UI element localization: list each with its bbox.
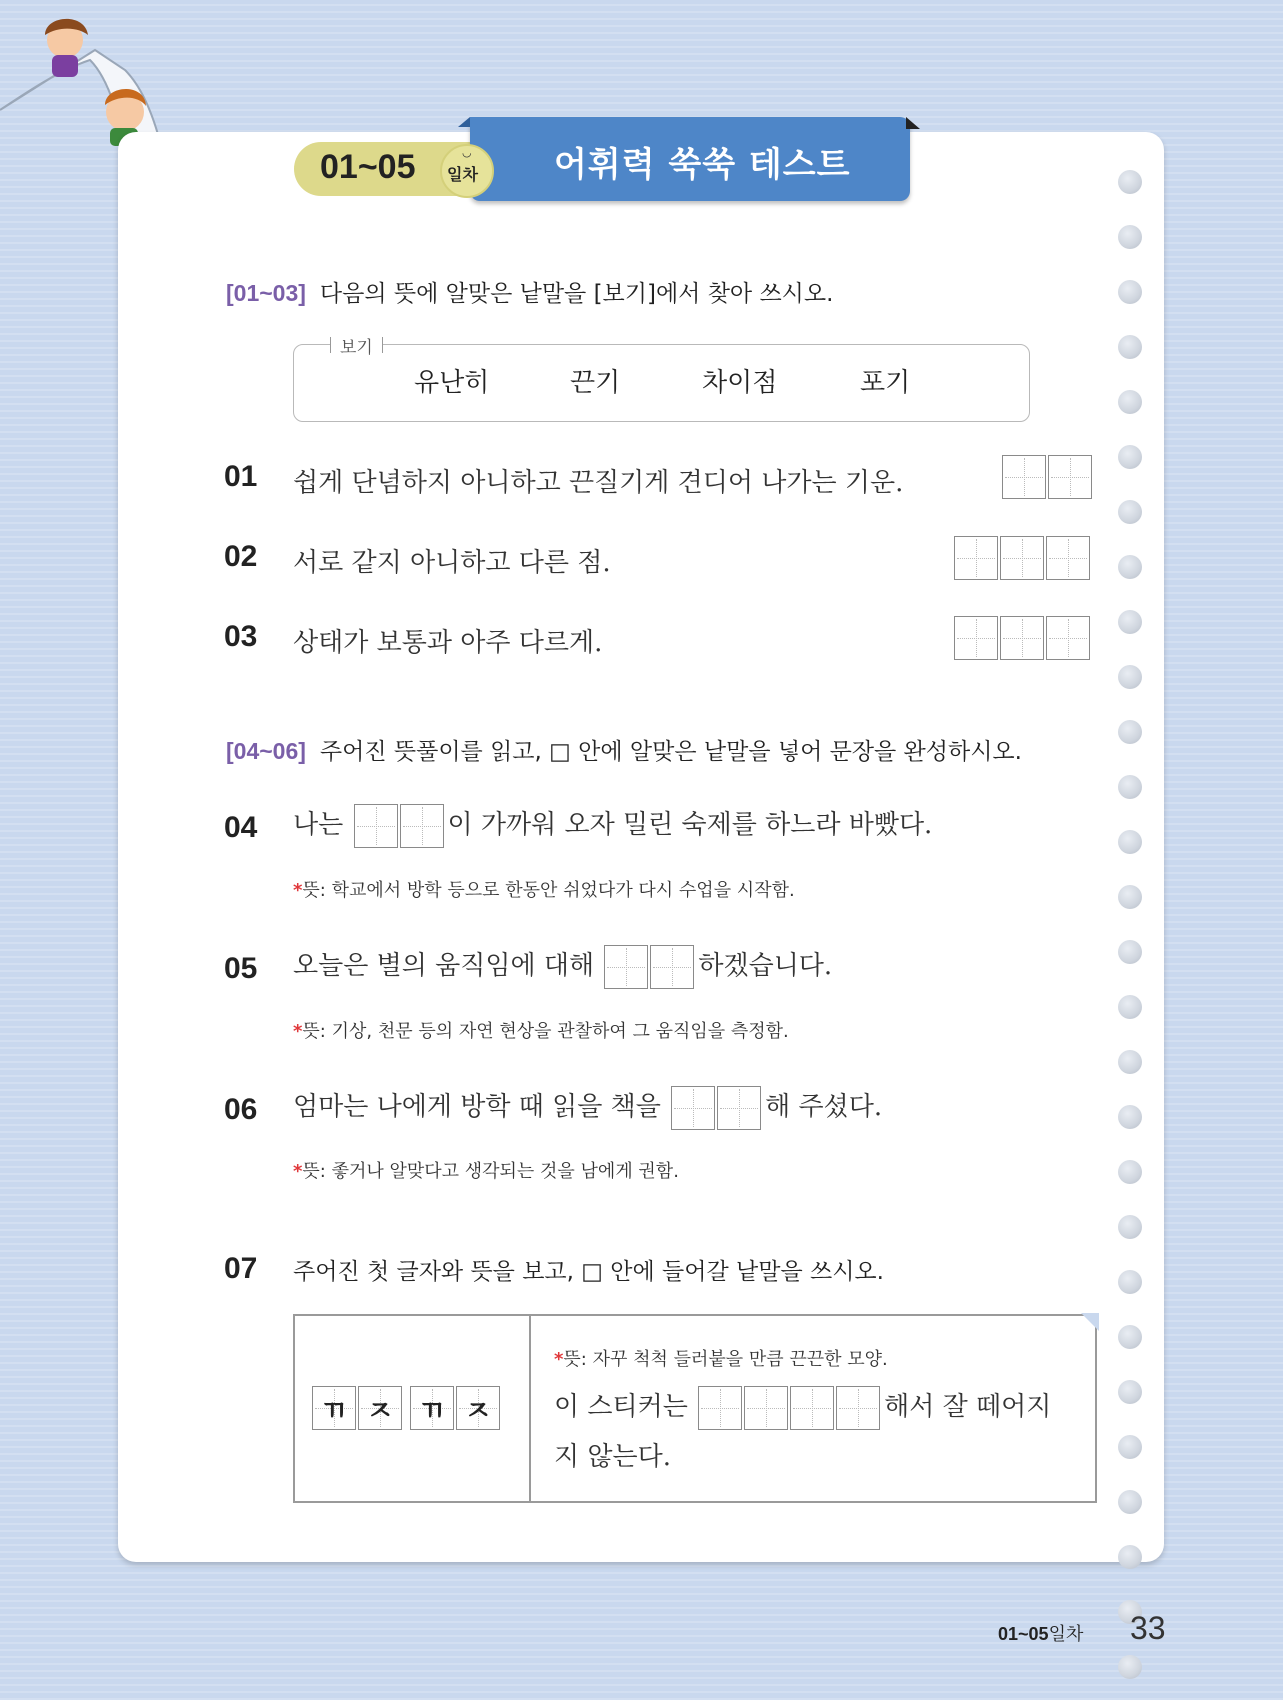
question-number: 03 xyxy=(224,620,258,653)
binder-hole xyxy=(1118,610,1142,634)
section2-instruction: 주어진 뜻풀이를 읽고, □ 안에 알맞은 낱말을 넣어 문장을 완성하시오. xyxy=(319,739,1022,765)
title-corner xyxy=(906,117,920,129)
question-number: 04 xyxy=(224,811,258,844)
binder-hole xyxy=(1118,1545,1142,1569)
answer-box[interactable] xyxy=(400,804,444,848)
section2-heading xyxy=(226,733,1022,766)
question-sentence xyxy=(554,1386,1051,1430)
initial-letter-box xyxy=(410,1386,454,1430)
binder-hole xyxy=(1118,1270,1142,1294)
binder-hole xyxy=(1118,335,1142,359)
sentence-before: 나는 xyxy=(293,810,344,840)
title-fold xyxy=(458,117,470,127)
binder-hole xyxy=(1118,1160,1142,1184)
sentence-line2: 지 않는다. xyxy=(554,1442,671,1472)
answer-box[interactable] xyxy=(1046,616,1090,660)
initial-letter: ㄲ xyxy=(418,1394,446,1427)
sentence-before: 엄마는 나에게 방학 때 읽을 책을 xyxy=(293,1092,661,1122)
hint xyxy=(554,1345,888,1371)
section1-heading xyxy=(226,275,833,308)
answer-box[interactable] xyxy=(1002,455,1046,499)
bogi-word: 차이점 xyxy=(702,368,778,398)
smile-icon: ◡ xyxy=(462,146,472,159)
bogi-word: 끈기 xyxy=(570,368,621,398)
initial-letter-box xyxy=(358,1386,402,1430)
hint xyxy=(293,876,795,902)
hint xyxy=(293,1017,789,1043)
question-number: 02 xyxy=(224,540,258,573)
question7-divider xyxy=(529,1316,531,1501)
sentence-after: 해서 잘 떼어지 xyxy=(884,1392,1052,1422)
binder-hole xyxy=(1118,445,1142,469)
bogi-word: 포기 xyxy=(860,368,911,398)
question-text: 쉽게 단념하지 아니하고 끈질기게 견디어 나가는 기운. xyxy=(293,468,904,498)
asterisk-icon: * xyxy=(293,880,303,901)
hint-text: 기상, 천문 등의 자연 현상을 관찰하여 그 움직임을 측정함. xyxy=(331,1021,789,1042)
answer-box[interactable] xyxy=(744,1386,788,1430)
initial-letter: ㄲ xyxy=(320,1394,348,1427)
answer-box[interactable] xyxy=(1048,455,1092,499)
binder-hole xyxy=(1118,280,1142,304)
sentence-after: 이 가까워 오자 밀린 숙제를 하느라 바빴다. xyxy=(447,810,933,840)
sentence-after: 해 주셨다. xyxy=(765,1092,883,1122)
initial-letter-boxes xyxy=(312,1386,502,1430)
question7-instruction: 주어진 첫 글자와 뜻을 보고, □ 안에 들어갈 낱말을 쓰시오. xyxy=(293,1259,884,1285)
day-badge xyxy=(440,144,494,198)
question-text: 상태가 보통과 아주 다르게. xyxy=(293,628,603,658)
footer-day xyxy=(998,1620,1083,1646)
binder-hole xyxy=(1118,1380,1142,1404)
answer-box[interactable] xyxy=(650,945,694,989)
binder-hole xyxy=(1118,940,1142,964)
binder-hole xyxy=(1118,1655,1142,1679)
question-sentence xyxy=(293,945,832,989)
answer-boxes[interactable] xyxy=(954,616,1092,660)
hint-label: 뜻: xyxy=(302,880,326,901)
binder-hole xyxy=(1118,1490,1142,1514)
asterisk-icon: * xyxy=(293,1161,303,1182)
binder-hole xyxy=(1118,225,1142,249)
hint-label: 뜻: xyxy=(302,1021,326,1042)
answer-boxes[interactable] xyxy=(354,804,446,848)
page-number: 33 xyxy=(1130,1610,1166,1646)
binder-hole xyxy=(1118,1325,1142,1349)
hint-label: 뜻: xyxy=(563,1349,587,1370)
binder-hole xyxy=(1118,885,1142,909)
answer-box[interactable] xyxy=(698,1386,742,1430)
answer-box[interactable] xyxy=(790,1386,834,1430)
binder-hole xyxy=(1118,1435,1142,1459)
question-text: 서로 같지 아니하고 다른 점. xyxy=(293,548,611,578)
section1-range: [01~03] xyxy=(226,280,306,306)
answer-box[interactable] xyxy=(836,1386,880,1430)
day-badge-label: 일차 xyxy=(447,165,478,184)
answer-box[interactable] xyxy=(604,945,648,989)
asterisk-icon: * xyxy=(554,1349,564,1370)
bogi-label: 보기 xyxy=(330,333,383,358)
hint-text: 자꾸 척척 들러붙을 만큼 끈끈한 모양. xyxy=(592,1349,888,1370)
page-title: 어휘력 쑥쑥 테스트 xyxy=(554,145,851,185)
answer-boxes[interactable] xyxy=(604,945,696,989)
day-range: 01~05 xyxy=(320,148,416,186)
answer-box[interactable] xyxy=(954,616,998,660)
binder-hole xyxy=(1118,1050,1142,1074)
bogi-word: 유난히 xyxy=(414,368,490,398)
binder-hole xyxy=(1118,170,1142,194)
binder-hole xyxy=(1118,1215,1142,1239)
sentence-after: 하겠습니다. xyxy=(698,951,833,981)
question-number: 05 xyxy=(224,952,258,985)
section2-range: [04~06] xyxy=(226,738,306,764)
binder-hole xyxy=(1118,500,1142,524)
initial-letter: ㅈ xyxy=(464,1394,492,1427)
binder-hole xyxy=(1118,775,1142,799)
answer-box[interactable] xyxy=(354,804,398,848)
section1-instruction: 다음의 뜻에 알맞은 낱말을 [보기]에서 찾아 쓰시오. xyxy=(319,281,834,307)
sentence-before: 오늘은 별의 움직임에 대해 xyxy=(293,951,595,981)
question-sentence xyxy=(293,804,932,848)
binder-hole xyxy=(1118,995,1142,1019)
bogi-box xyxy=(293,344,1030,422)
footer-day-range: 01~05 xyxy=(998,1624,1049,1644)
title-band xyxy=(470,117,910,201)
question-sentence xyxy=(293,1086,882,1130)
binder-hole xyxy=(1118,390,1142,414)
footer-day-suffix: 일차 xyxy=(1048,1624,1084,1644)
binder-hole xyxy=(1118,720,1142,744)
answer-boxes[interactable] xyxy=(698,1386,882,1430)
answer-boxes[interactable] xyxy=(671,1086,763,1130)
answer-box[interactable] xyxy=(954,536,998,580)
answer-boxes[interactable] xyxy=(954,536,1092,580)
hint-text: 학교에서 방학 등으로 한동안 쉬었다가 다시 수업을 시작함. xyxy=(331,880,795,901)
hint xyxy=(293,1157,679,1183)
answer-box[interactable] xyxy=(1046,536,1090,580)
answer-box[interactable] xyxy=(1000,616,1044,660)
answer-box[interactable] xyxy=(671,1086,715,1130)
answer-boxes[interactable] xyxy=(1002,455,1094,499)
initial-letter: ㅈ xyxy=(366,1394,394,1427)
question-number: 06 xyxy=(224,1093,258,1126)
hint-label: 뜻: xyxy=(302,1161,326,1182)
binder-hole xyxy=(1118,665,1142,689)
answer-box[interactable] xyxy=(717,1086,761,1130)
binder-hole xyxy=(1118,830,1142,854)
question-number: 07 xyxy=(224,1252,258,1285)
initial-letter-box xyxy=(312,1386,356,1430)
answer-box[interactable] xyxy=(1000,536,1044,580)
sentence-before: 이 스티커는 xyxy=(554,1392,688,1422)
binder-hole xyxy=(1118,555,1142,579)
question7-folded-corner xyxy=(1081,1313,1099,1331)
hint-text: 좋거나 알맞다고 생각되는 것을 남에게 권함. xyxy=(331,1161,679,1182)
asterisk-icon: * xyxy=(293,1021,303,1042)
initial-letter-box xyxy=(456,1386,500,1430)
binder-hole xyxy=(1118,1105,1142,1129)
question-number: 01 xyxy=(224,460,258,493)
